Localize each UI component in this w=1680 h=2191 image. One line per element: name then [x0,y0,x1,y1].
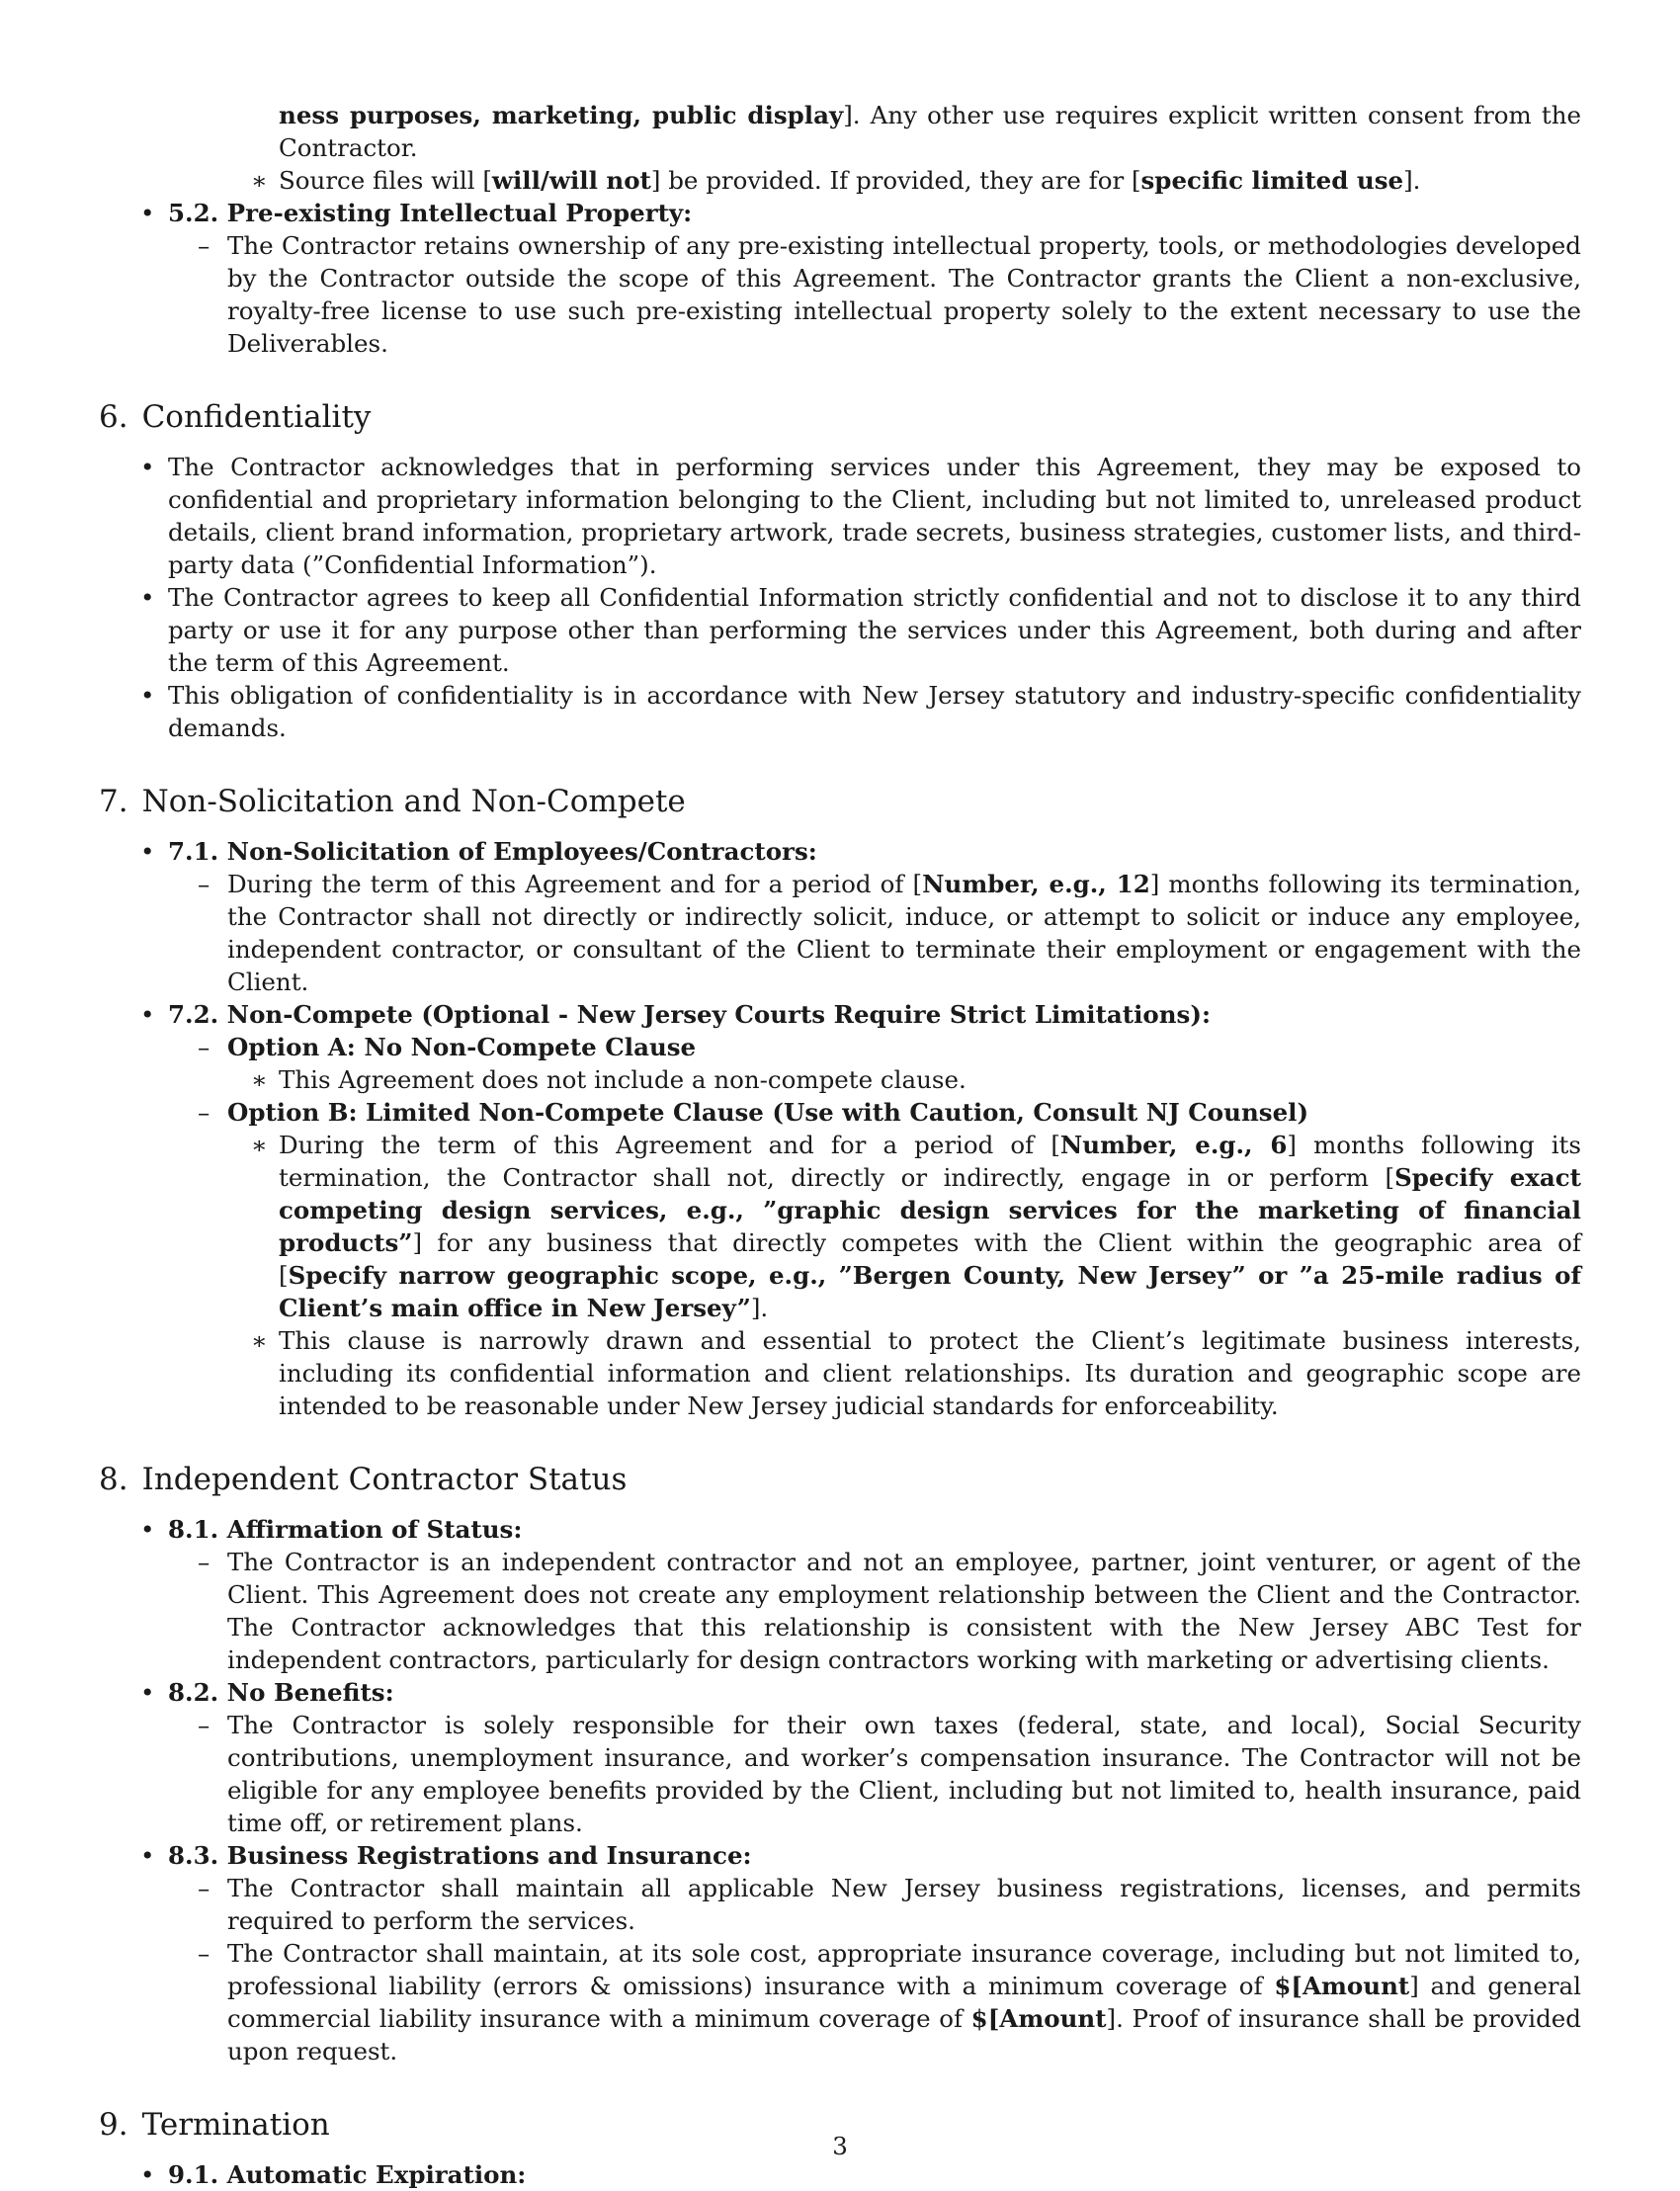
dash-marker: – [198,231,210,260]
subsection-7-1: • 7.1. Non-Solicitation of Employees/Contractors: [140,837,817,866]
section-heading-9: 9. Termination [99,2107,330,2143]
option-b-text-2: ∗ This clause is narrowly drawn and essential to protect the Client’s legitimate business interests, including its confidential information and client relationships. Its duration and geographic scope are intended to be reasonable under New Jersey judicial standards for enforceability. [251,1326,1581,1420]
subsection-5-2-text: – The Contractor retains ownership of any pre-existing intellectual property, tools, or methodologies developed by the Contractor outside the scope of this Agreement. The Contractor grants the Client a non-exclusive, royalty-free license to use such pre-existing intellectual property solely to the extent necessary to use the Deliverables. [198,231,1581,358]
usage-bold: ness purposes, marketing, public display [279,101,844,129]
option-b-label: – Option B: Limited Non-Compete Clause (Use with Caution, Consult NJ Counsel) [198,1098,1309,1127]
section-heading-6: 6. Confidentiality [99,399,372,435]
subsection-8-1-text: – The Contractor is an independent contractor and not an employee, partner, joint venturer, or agent of the Client. This Agreement does not create any employment relationship between the Client and the Contractor. The Contractor acknowledges that this relationship is consistent with the New Jersey ABC Test for independent contractors, particularly for design contractors working with marketing or advertising clients. [198,1548,1581,1674]
subsection-8-3-text-1: – The Contractor shall maintain all applicable New Jersey business registrations, licenses, and permits required to perform the services. [198,1874,1581,1935]
confidentiality-item-2: • The Contractor agrees to keep all Confidential Information strictly confidential and not to disclose it to any third party or use it for any purpose other than performing the services under this Agreement, both during and after the term of this Agreement. [140,583,1581,677]
option-b-text-1: ∗ During the term of this Agreement and for a period of [Number, e.g., 6] months following its termination, the Contractor shall not, directly or indirectly, engage in or perform [Specify exact competing design services, e.g., ”graphic design services for the marketing of financial products”] for any business that directly competes with the Client within the geographic area of [Specify narrow geographic scope, e.g., ”Bergen County, New Jersey” or ”a 25-mile radius of Client’s main office in New Jersey”]. [251,1131,1581,1322]
subsection-8-2-text: – The Contractor is solely responsible for their own taxes (federal, state, and local), Social Security contributions, unemployment insurance, and worker’s compensation insurance. The Contractor will not be eligible for any employee benefits provided by the Client, including but not limited to, health insurance, paid time off, or retirement plans. [198,1711,1581,1837]
subsection-5-2 [140,197,1581,229]
subsection-8-3: • 8.3. Business Registrations and Insurance: [140,1841,752,1870]
option-a-label: – Option A: No Non-Compete Clause [198,1033,697,1061]
subsection-8-3-text-2: – The Contractor shall maintain, at its sole cost, appropriate insurance coverage, including but not limited to, professional liability (errors & omissions) insurance with a minimum coverage of $[Amount] and general commercial liability insurance with a minimum coverage of $[Amount]. Proof of insurance shall be provided upon request. [198,1939,1581,2065]
subsection-8-2: • 8.2. No Benefits: [140,1678,394,1707]
usage-text: ]. Any other use requires explicit written consent from the Contractor. [279,101,1582,162]
continued-item [279,99,1581,164]
confidentiality-item-1: • The Contractor acknowledges that in performing services under this Agreement, they may be exposed to confidential and proprietary information belonging to the Client, including but not limited to, unreleased product details, client brand information, proprietary artwork, trade secrets, business strategies, customer lists, and third-party data (”Confidential Information”). [140,453,1581,579]
page-content [99,99,1581,2191]
subsection-8-1: • 8.1. Affirmation of Status: [140,1515,523,1544]
star-marker: ∗ [251,166,268,195]
subsection-label: 5.2. Pre-existing Intellectual Property: [168,199,693,227]
section-heading-8: 8. Independent Contractor Status [99,1462,628,1497]
option-a-text: ∗ This Agreement does not include a non-compete clause. [251,1065,966,1094]
bullet-marker: • [140,199,155,227]
subsection-7-2: • 7.2. Non-Compete (Optional - New Jersey Courts Require Strict Limitations): [140,1000,1211,1029]
confidentiality-item-3: • This obligation of confidentiality is in accordance with New Jersey statutory and industry-specific confidentiality demands. [140,681,1581,742]
section-heading-7: 7. Non-Solicitation and Non-Compete [99,784,686,819]
subsection-9-1: • 9.1. Automatic Expiration: [140,2160,527,2189]
source-files-item: ∗ Source files will [will/will not] be provided. If provided, they are for [specific limited use]. [251,166,1421,195]
page-number: 3 [832,2132,848,2160]
subsection-7-1-text: – During the term of this Agreement and for a period of [Number, e.g., 12] months following its termination, the Contractor shall not directly or indirectly solicit, induce, or attempt to solicit or induce any employee, independent contractor, or consultant of the Client to terminate their employment or engagement with the Client. [198,870,1581,996]
